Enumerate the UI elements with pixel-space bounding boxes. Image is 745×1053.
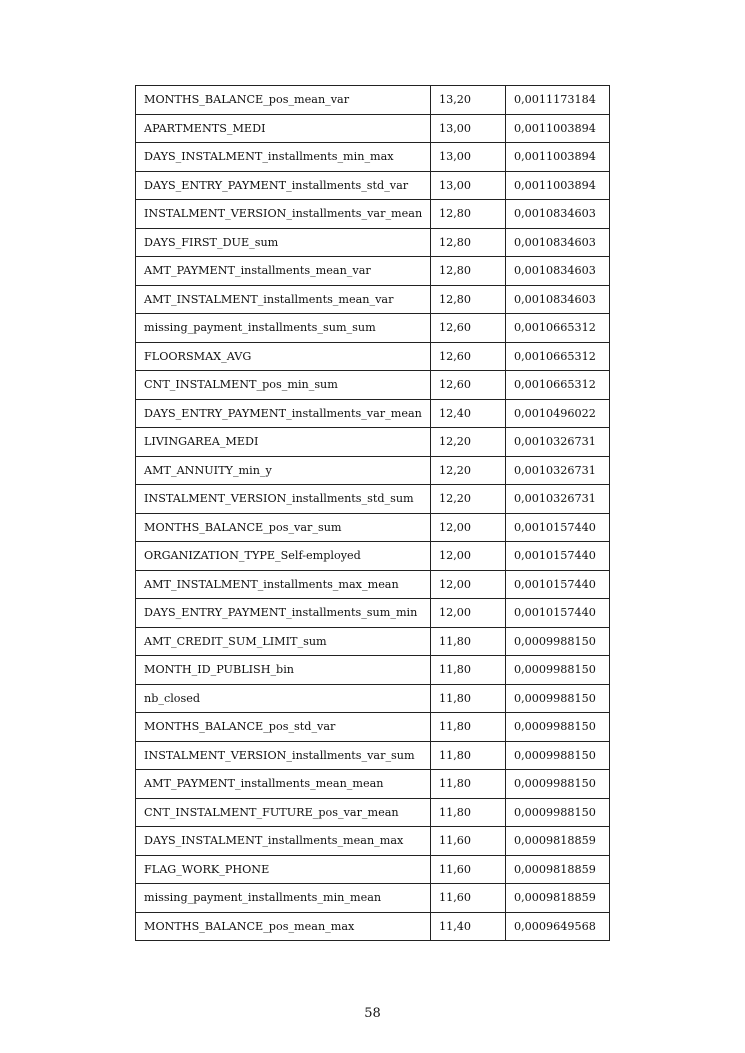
- feature-name-cell: DAYS_ENTRY_PAYMENT_installments_std_var: [136, 171, 431, 200]
- ratio-cell: 0,0010834603: [506, 257, 610, 286]
- ratio-cell: 0,0009988150: [506, 713, 610, 742]
- ratio-cell: 0,0010665312: [506, 342, 610, 371]
- table-row: [136, 86, 610, 115]
- score-cell: 12,20: [431, 456, 506, 485]
- score-cell: 11,60: [431, 855, 506, 884]
- score-cell: 12,60: [431, 342, 506, 371]
- table-row: [136, 314, 610, 343]
- table-row: [136, 741, 610, 770]
- table-row: [136, 399, 610, 428]
- table-row: [136, 257, 610, 286]
- ratio-cell: 0,0009988150: [506, 684, 610, 713]
- feature-name-cell: DAYS_ENTRY_PAYMENT_installments_sum_min: [136, 599, 431, 628]
- feature-name-cell: MONTHS_BALANCE_pos_std_var: [136, 713, 431, 742]
- feature-name-cell: ORGANIZATION_TYPE_Self-employed: [136, 542, 431, 571]
- score-cell: 12,20: [431, 485, 506, 514]
- score-cell: 12,80: [431, 200, 506, 229]
- table-row: [136, 285, 610, 314]
- score-cell: 13,00: [431, 171, 506, 200]
- feature-name-cell: CNT_INSTALMENT_pos_min_sum: [136, 371, 431, 400]
- ratio-cell: 0,0010326731: [506, 485, 610, 514]
- ratio-cell: 0,0011003894: [506, 143, 610, 172]
- table-row: [136, 770, 610, 799]
- ratio-cell: 0,0010665312: [506, 371, 610, 400]
- ratio-cell: 0,0010834603: [506, 285, 610, 314]
- table-row: [136, 656, 610, 685]
- feature-name-cell: MONTHS_BALANCE_pos_mean_max: [136, 912, 431, 941]
- feature-name-cell: AMT_PAYMENT_installments_mean_var: [136, 257, 431, 286]
- feature-name-cell: missing_payment_installments_min_mean: [136, 884, 431, 913]
- score-cell: 12,20: [431, 428, 506, 457]
- feature-importance-table: [135, 85, 610, 941]
- table-row: [136, 827, 610, 856]
- feature-name-cell: INSTALMENT_VERSION_installments_std_sum: [136, 485, 431, 514]
- feature-name-cell: FLAG_WORK_PHONE: [136, 855, 431, 884]
- feature-name-cell: DAYS_INSTALMENT_installments_min_max: [136, 143, 431, 172]
- table-row: [136, 513, 610, 542]
- table-row: [136, 228, 610, 257]
- ratio-cell: 0,0009988150: [506, 656, 610, 685]
- table-row: [136, 570, 610, 599]
- score-cell: 12,80: [431, 257, 506, 286]
- ratio-cell: 0,0009649568: [506, 912, 610, 941]
- feature-name-cell: MONTH_ID_PUBLISH_bin: [136, 656, 431, 685]
- table-row: [136, 143, 610, 172]
- ratio-cell: 0,0011173184: [506, 86, 610, 115]
- feature-name-cell: nb_closed: [136, 684, 431, 713]
- ratio-cell: 0,0010834603: [506, 200, 610, 229]
- feature-name-cell: DAYS_INSTALMENT_installments_mean_max: [136, 827, 431, 856]
- table-row: [136, 542, 610, 571]
- feature-name-cell: MONTHS_BALANCE_pos_mean_var: [136, 86, 431, 115]
- score-cell: 12,00: [431, 599, 506, 628]
- feature-name-cell: LIVINGAREA_MEDI: [136, 428, 431, 457]
- feature-name-cell: AMT_INSTALMENT_installments_max_mean: [136, 570, 431, 599]
- table-row: [136, 342, 610, 371]
- score-cell: 12,60: [431, 314, 506, 343]
- score-cell: 11,80: [431, 798, 506, 827]
- ratio-cell: 0,0009988150: [506, 798, 610, 827]
- table-row: [136, 114, 610, 143]
- table-row: [136, 912, 610, 941]
- feature-name-cell: APARTMENTS_MEDI: [136, 114, 431, 143]
- table-row: [136, 485, 610, 514]
- score-cell: 12,80: [431, 228, 506, 257]
- score-cell: 11,80: [431, 713, 506, 742]
- score-cell: 12,00: [431, 570, 506, 599]
- table-row: [136, 713, 610, 742]
- score-cell: 12,80: [431, 285, 506, 314]
- ratio-cell: 0,0010157440: [506, 542, 610, 571]
- feature-name-cell: DAYS_ENTRY_PAYMENT_installments_var_mean: [136, 399, 431, 428]
- ratio-cell: 0,0010157440: [506, 513, 610, 542]
- ratio-cell: 0,0009818859: [506, 855, 610, 884]
- table-row: [136, 855, 610, 884]
- ratio-cell: 0,0010834603: [506, 228, 610, 257]
- feature-name-cell: INSTALMENT_VERSION_installments_var_mean: [136, 200, 431, 229]
- feature-name-cell: MONTHS_BALANCE_pos_var_sum: [136, 513, 431, 542]
- table-row: [136, 200, 610, 229]
- score-cell: 11,60: [431, 827, 506, 856]
- table-row: [136, 171, 610, 200]
- score-cell: 11,80: [431, 770, 506, 799]
- score-cell: 13,20: [431, 86, 506, 115]
- score-cell: 11,80: [431, 684, 506, 713]
- score-cell: 12,00: [431, 542, 506, 571]
- score-cell: 11,80: [431, 741, 506, 770]
- ratio-cell: 0,0009988150: [506, 741, 610, 770]
- score-cell: 12,00: [431, 513, 506, 542]
- feature-name-cell: AMT_ANNUITY_min_y: [136, 456, 431, 485]
- feature-name-cell: CNT_INSTALMENT_FUTURE_pos_var_mean: [136, 798, 431, 827]
- score-cell: 12,60: [431, 371, 506, 400]
- table-row: [136, 599, 610, 628]
- score-cell: 11,40: [431, 912, 506, 941]
- table-row: [136, 371, 610, 400]
- feature-name-cell: INSTALMENT_VERSION_installments_var_sum: [136, 741, 431, 770]
- score-cell: 11,80: [431, 627, 506, 656]
- table-row: [136, 798, 610, 827]
- ratio-cell: 0,0009818859: [506, 884, 610, 913]
- ratio-cell: 0,0009818859: [506, 827, 610, 856]
- feature-name-cell: FLOORSMAX_AVG: [136, 342, 431, 371]
- ratio-cell: 0,0010157440: [506, 599, 610, 628]
- ratio-cell: 0,0010665312: [506, 314, 610, 343]
- ratio-cell: 0,0011003894: [506, 171, 610, 200]
- table-row: [136, 684, 610, 713]
- ratio-cell: 0,0009988150: [506, 627, 610, 656]
- feature-name-cell: AMT_PAYMENT_installments_mean_mean: [136, 770, 431, 799]
- table-row: [136, 456, 610, 485]
- ratio-cell: 0,0011003894: [506, 114, 610, 143]
- table-row: [136, 428, 610, 457]
- ratio-cell: 0,0010496022: [506, 399, 610, 428]
- ratio-cell: 0,0010326731: [506, 428, 610, 457]
- ratio-cell: 0,0009988150: [506, 770, 610, 799]
- feature-name-cell: AMT_CREDIT_SUM_LIMIT_sum: [136, 627, 431, 656]
- score-cell: 11,60: [431, 884, 506, 913]
- page-number: 58: [364, 1006, 381, 1021]
- ratio-cell: 0,0010157440: [506, 570, 610, 599]
- table-body: [136, 86, 610, 941]
- table-row: [136, 627, 610, 656]
- score-cell: 13,00: [431, 143, 506, 172]
- score-cell: 11,80: [431, 656, 506, 685]
- table-row: [136, 884, 610, 913]
- ratio-cell: 0,0010326731: [506, 456, 610, 485]
- feature-name-cell: DAYS_FIRST_DUE_sum: [136, 228, 431, 257]
- feature-name-cell: AMT_INSTALMENT_installments_mean_var: [136, 285, 431, 314]
- feature-name-cell: missing_payment_installments_sum_sum: [136, 314, 431, 343]
- score-cell: 12,40: [431, 399, 506, 428]
- score-cell: 13,00: [431, 114, 506, 143]
